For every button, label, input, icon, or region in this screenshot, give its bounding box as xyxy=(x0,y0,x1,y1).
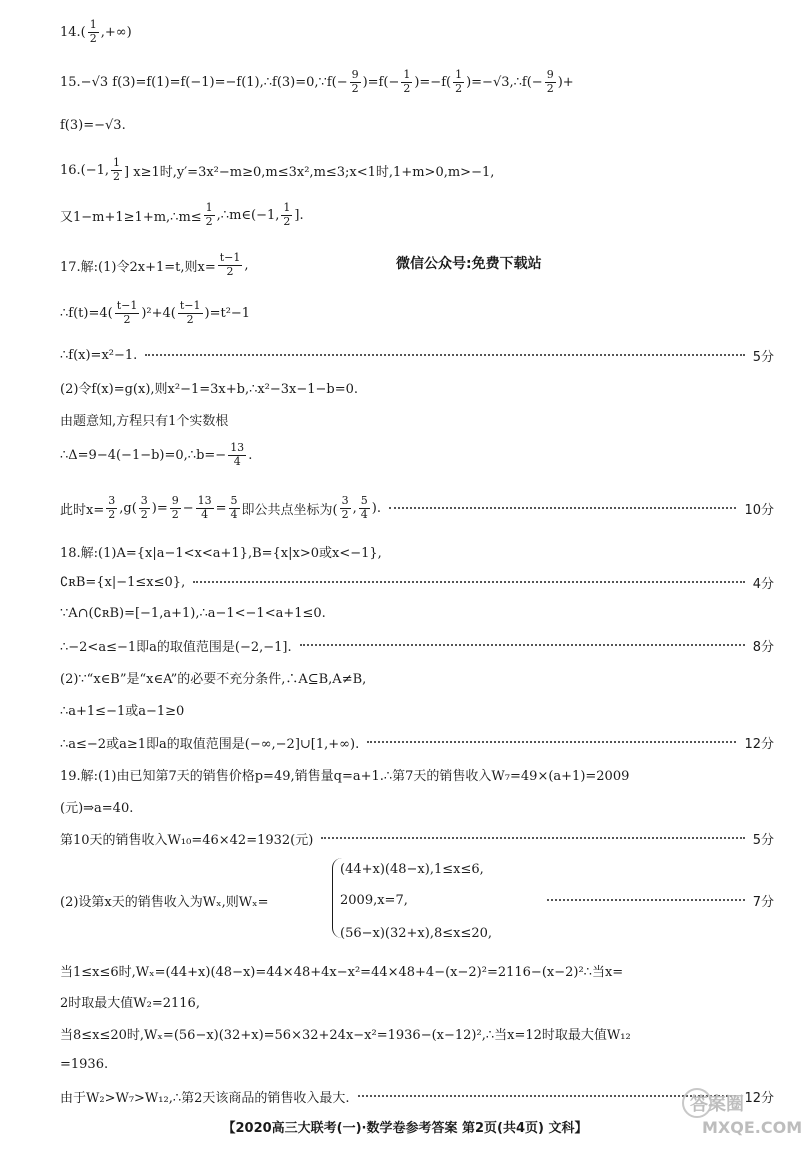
leader-dots xyxy=(321,837,744,839)
fraction xyxy=(281,202,292,228)
fraction xyxy=(111,157,122,183)
answer-17-line4 xyxy=(60,372,774,402)
watermark-url: MXQE.COM xyxy=(702,1118,803,1137)
answer-19-line7 xyxy=(60,1018,774,1048)
answer-19-line3 xyxy=(60,823,774,853)
score-label: 12分 xyxy=(744,736,774,752)
answer-18-line6 xyxy=(60,694,774,724)
denominator: 2 xyxy=(455,81,463,95)
numerator: t−1 xyxy=(179,298,201,312)
numerator: 9 xyxy=(171,493,179,507)
denominator: 4 xyxy=(233,454,241,468)
answer-17-line7 xyxy=(60,493,774,523)
denominator: 2 xyxy=(113,169,121,183)
numerator: 13 xyxy=(197,493,212,507)
answer-15 xyxy=(60,67,774,97)
leader-dots xyxy=(193,581,745,583)
answer-19-line5 xyxy=(60,955,774,985)
text: ,g( xyxy=(119,500,137,516)
text: )=−√3,∴f(− xyxy=(466,74,543,90)
answer-18-line2 xyxy=(60,567,774,597)
fraction xyxy=(350,69,361,95)
answer-18-line3 xyxy=(60,598,774,628)
text: ]. xyxy=(294,207,304,223)
text: )= xyxy=(151,500,168,516)
denominator: 2 xyxy=(108,507,116,521)
text: )²+4( xyxy=(141,305,176,321)
answer-18-line5 xyxy=(60,662,774,692)
denominator: 2 xyxy=(186,312,194,326)
answer-19-line8 xyxy=(60,1049,774,1079)
watermark-text: 答案圈 xyxy=(690,1094,744,1115)
wechat-note: 微信公众号:免费下载站 xyxy=(396,256,542,272)
case-3 xyxy=(340,920,560,946)
numerator: 13 xyxy=(230,440,245,454)
numerator: 9 xyxy=(351,67,359,81)
text: )+ xyxy=(557,74,574,90)
answer-17-line3 xyxy=(60,340,774,370)
text: 又1−m+1≥1+m,∴m≤ xyxy=(60,209,202,225)
fraction xyxy=(115,300,140,326)
text: 由于W₂>W₇>W₁₂,∴第2天该商品的销售收入最大. xyxy=(60,1090,350,1106)
score-label: 12分 xyxy=(744,1090,774,1106)
text: ∴a+1≤−1或a−1≥0 xyxy=(60,703,185,719)
text: (元)⇒a=40. xyxy=(60,800,134,816)
text: 14.( xyxy=(60,24,86,40)
fraction xyxy=(545,69,556,95)
text: f(3)=−√3. xyxy=(60,117,126,133)
text: ). xyxy=(371,500,381,516)
text: )=t²−1 xyxy=(204,305,251,321)
answer-16 xyxy=(60,155,774,185)
answer-19-line2 xyxy=(60,791,774,821)
fraction xyxy=(359,495,370,521)
numerator: t−1 xyxy=(219,250,241,264)
numerator: 3 xyxy=(140,493,148,507)
text: 即公共点坐标为( xyxy=(241,502,338,518)
numerator: 5 xyxy=(230,493,238,507)
numerator: 9 xyxy=(546,67,554,81)
text: 18.解:(1)A={x|a−1<x<a+1},B={x|x>0或x<−1}, xyxy=(60,545,382,561)
text: ,+∞) xyxy=(100,24,132,40)
text: − xyxy=(182,500,194,516)
text: (2)∵“x∈B”是“x∈A”的必要不充分条件,∴A⊆B,A≠B, xyxy=(60,671,367,687)
text: 19.解:(1)由已知第7天的销售价格p=49,销售量q=a+1.∴第7天的销售收入W₇=49×(a+1)=2009 xyxy=(60,768,630,784)
score-label: 8分 xyxy=(752,639,774,655)
text: 第10天的销售收入W₁₀=46×42=1932(元) xyxy=(60,832,314,848)
answer-14 xyxy=(60,17,774,47)
score-label: 10分 xyxy=(744,502,774,518)
fraction xyxy=(453,69,464,95)
text: (44+x)(48−x),1≤x≤6, xyxy=(340,861,484,877)
answer-15-cont xyxy=(60,110,774,140)
score-label: 4分 xyxy=(752,576,774,592)
denominator: 2 xyxy=(89,31,97,45)
denominator: 2 xyxy=(226,264,234,278)
text: ∴a≤−2或a≥1即a的取值范围是(−∞,−2]∪[1,+∞). xyxy=(60,736,360,752)
answer-19-line9 xyxy=(60,1081,774,1111)
denominator: 2 xyxy=(205,214,213,228)
answer-19-line1 xyxy=(60,759,774,789)
answer-16-cont xyxy=(60,200,774,230)
numerator: 1 xyxy=(89,17,97,31)
watermark xyxy=(682,1080,803,1140)
numerator: 1 xyxy=(455,67,463,81)
text: ] x≥1时,y′=3x²−m≥0,m≤3x²,m≤3;x<1时,1+m>0,m>−1, xyxy=(124,164,495,180)
text: = xyxy=(215,500,227,516)
page-footer: 【2020高三大联考(一)·数学卷参考答案 第2页(共4页) 文科】 xyxy=(222,1121,588,1136)
fraction xyxy=(170,495,181,521)
denominator: 2 xyxy=(140,507,148,521)
fraction xyxy=(228,442,246,468)
numerator: 3 xyxy=(341,493,349,507)
text: , xyxy=(244,257,249,273)
numerator: 1 xyxy=(403,67,411,81)
leader-dots xyxy=(358,1095,737,1097)
text: 当1≤x≤6时,Wₓ=(44+x)(48−x)=44×48+4x−x²=44×48+4−(x−2)²=2116−(x−2)²∴当x= xyxy=(60,964,624,980)
denominator: 4 xyxy=(360,507,368,521)
denominator: 2 xyxy=(171,507,179,521)
fraction xyxy=(139,495,150,521)
score-label: 5分 xyxy=(752,832,774,848)
text: =1936. xyxy=(60,1056,109,1072)
fraction xyxy=(340,495,351,521)
text: ∵A∩(∁ʀB)=[−1,a+1),∴a−1<−1<a+1≤0. xyxy=(60,605,326,621)
answer-18-line7 xyxy=(60,727,774,757)
text: 17.解:(1)令2x+1=t,则x= xyxy=(60,259,216,275)
text: 当8≤x≤20时,Wₓ=(56−x)(32+x)=56×32+24x−x²=1936−(x−12)²,∴当x=12时取最大值W₁₂ xyxy=(60,1027,631,1043)
leader-dots xyxy=(367,741,736,743)
text: 15.−√3 f(3)=f(1)=f(−1)=−f(1),∴f(3)=0,∵f(− xyxy=(60,74,348,90)
denominator: 2 xyxy=(283,214,291,228)
answer-17-line5 xyxy=(60,404,774,434)
text: )=f(− xyxy=(362,74,400,90)
text: 此时x= xyxy=(60,502,105,518)
fraction xyxy=(401,69,412,95)
leader-dots xyxy=(547,899,745,901)
answer-17-line6 xyxy=(60,440,774,470)
fraction xyxy=(204,202,215,228)
text: . xyxy=(248,447,253,463)
fraction xyxy=(229,495,240,521)
denominator: 2 xyxy=(123,312,131,326)
denominator: 2 xyxy=(341,507,349,521)
score-label: 7分 xyxy=(752,894,774,910)
text: , xyxy=(352,500,357,516)
answer-19-line6 xyxy=(60,986,774,1016)
numerator: 3 xyxy=(108,493,116,507)
denominator: 4 xyxy=(201,507,209,521)
text: ∴f(x)=x²−1. xyxy=(60,347,138,363)
leader-dots xyxy=(389,507,736,509)
fraction xyxy=(178,300,203,326)
text: ,∴m∈(−1, xyxy=(216,207,280,223)
fraction xyxy=(106,495,117,521)
text: ∴−2<a≤−1即a的取值范围是(−2,−1]. xyxy=(60,639,292,655)
numerator: t−1 xyxy=(116,298,138,312)
leader-dots xyxy=(145,354,744,356)
answer-18-line4 xyxy=(60,630,774,660)
case-1 xyxy=(340,856,560,882)
denominator: 2 xyxy=(546,81,554,95)
answer-17-line2 xyxy=(60,298,774,328)
leader-dots xyxy=(300,644,745,646)
text: )=−f( xyxy=(414,74,452,90)
fraction xyxy=(88,19,99,45)
text: (2)令f(x)=g(x),则x²−1=3x+b,∴x²−3x−1−b=0. xyxy=(60,381,359,397)
text: 2时取最大值W₂=2116, xyxy=(60,995,200,1011)
numerator: 1 xyxy=(113,155,121,169)
numerator: 1 xyxy=(205,200,213,214)
case-2 xyxy=(340,887,560,913)
text: 由题意知,方程只有1个实数根 xyxy=(60,413,229,429)
answer-18-line1 xyxy=(60,536,774,566)
text: 2009,x=7, xyxy=(340,892,408,908)
text: 16.(−1, xyxy=(60,162,110,178)
text: ∴f(t)=4( xyxy=(60,305,113,321)
numerator: 5 xyxy=(360,493,368,507)
text: ∁ʀB={x|−1≤x≤0}, xyxy=(60,574,186,590)
denominator: 2 xyxy=(351,81,359,95)
fraction xyxy=(196,495,214,521)
text: (56−x)(32+x),8≤x≤20, xyxy=(340,925,493,941)
fraction xyxy=(218,252,243,278)
denominator: 2 xyxy=(403,81,411,95)
text: ∴Δ=9−4(−1−b)=0,∴b=− xyxy=(60,447,227,463)
text: (2)设第x天的销售收入为Wₓ,则Wₓ= xyxy=(60,894,269,910)
score-label: 5分 xyxy=(752,349,774,365)
denominator: 4 xyxy=(230,507,238,521)
numerator: 1 xyxy=(283,200,291,214)
